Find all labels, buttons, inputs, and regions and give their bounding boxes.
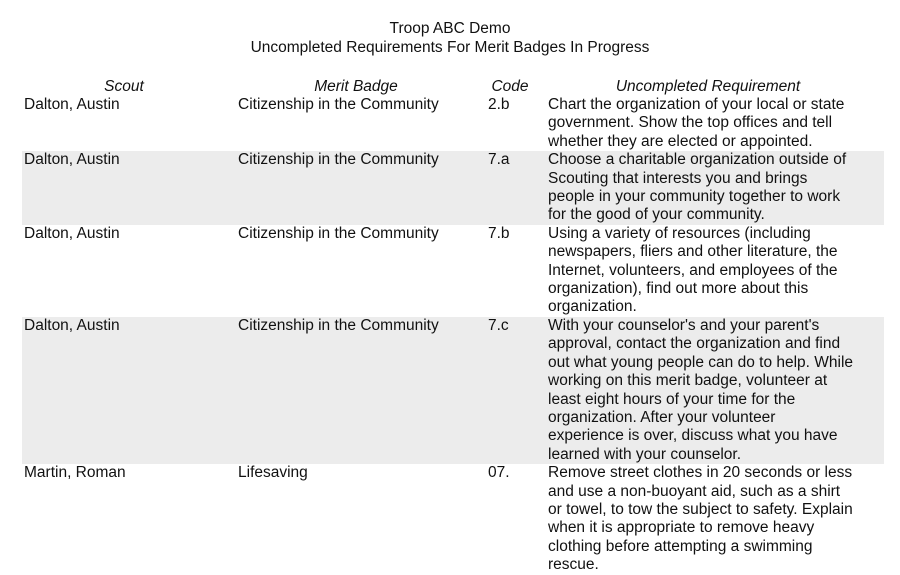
scout-name: Martin, Roman xyxy=(24,464,126,482)
merit-badge-name: Lifesaving xyxy=(238,464,308,482)
report-subtitle: Uncompleted Requirements For Merit Badges In Progress xyxy=(250,39,650,56)
requirement-text: Choose a charitable organization outside of Scouting that interests you and brings people in your community together to work for the good of your community. xyxy=(548,151,847,224)
column-header-merit-badge: Merit Badge xyxy=(314,78,398,95)
requirements-table xyxy=(22,96,884,575)
column-header-requirement: Uncompleted Requirement xyxy=(615,78,801,95)
column-headers xyxy=(0,78,900,96)
column-header-scout: Scout xyxy=(104,78,144,95)
requirement-code: 07. xyxy=(488,464,510,482)
table-row xyxy=(22,96,884,151)
report-title: Troop ABC Demo xyxy=(389,20,511,37)
table-row xyxy=(22,464,884,574)
requirement-code: 7.c xyxy=(488,316,509,334)
requirement-text: With your counselor's and your parent's approval, contact the organization and find out what young people can do to help. While working on this merit badge, volunteer at least eight hours of your time for the organization. After your volunteer experience is over, discuss what you have learned with your counselor. xyxy=(548,316,854,463)
requirement-code: 7.b xyxy=(488,224,510,242)
scout-name: Dalton, Austin xyxy=(24,316,120,334)
table-row xyxy=(22,225,884,317)
scout-name: Dalton, Austin xyxy=(24,96,120,113)
requirement-code: 2.b xyxy=(488,96,510,113)
merit-badge-name: Citizenship in the Community xyxy=(238,151,439,169)
merit-badge-name: Citizenship in the Community xyxy=(238,96,439,113)
merit-badge-name: Citizenship in the Community xyxy=(238,224,439,242)
table-row xyxy=(22,317,884,464)
table-row xyxy=(22,151,884,225)
requirement-text: Remove street clothes in 20 seconds or less and use a non-buoyant aid, such as a shirt or towel, to tow the subject to safety. Explain when it is appropriate to remove heavy clothing before attempting a swimming rescue. xyxy=(548,464,853,574)
scout-name: Dalton, Austin xyxy=(24,224,120,242)
scout-name: Dalton, Austin xyxy=(24,151,120,169)
merit-badge-name: Citizenship in the Community xyxy=(238,316,439,334)
column-header-code: Code xyxy=(491,78,529,95)
requirement-text: Chart the organization of your local or state government. Show the top offices and tell whether they are elected or appointed. xyxy=(548,96,845,150)
requirement-code: 7.a xyxy=(488,151,510,169)
requirement-text: Using a variety of resources (including newspapers, fliers and other literature, the Internet, volunteers, and employees of the organization), find out more about this organization. xyxy=(548,224,838,316)
report-header xyxy=(0,19,900,57)
